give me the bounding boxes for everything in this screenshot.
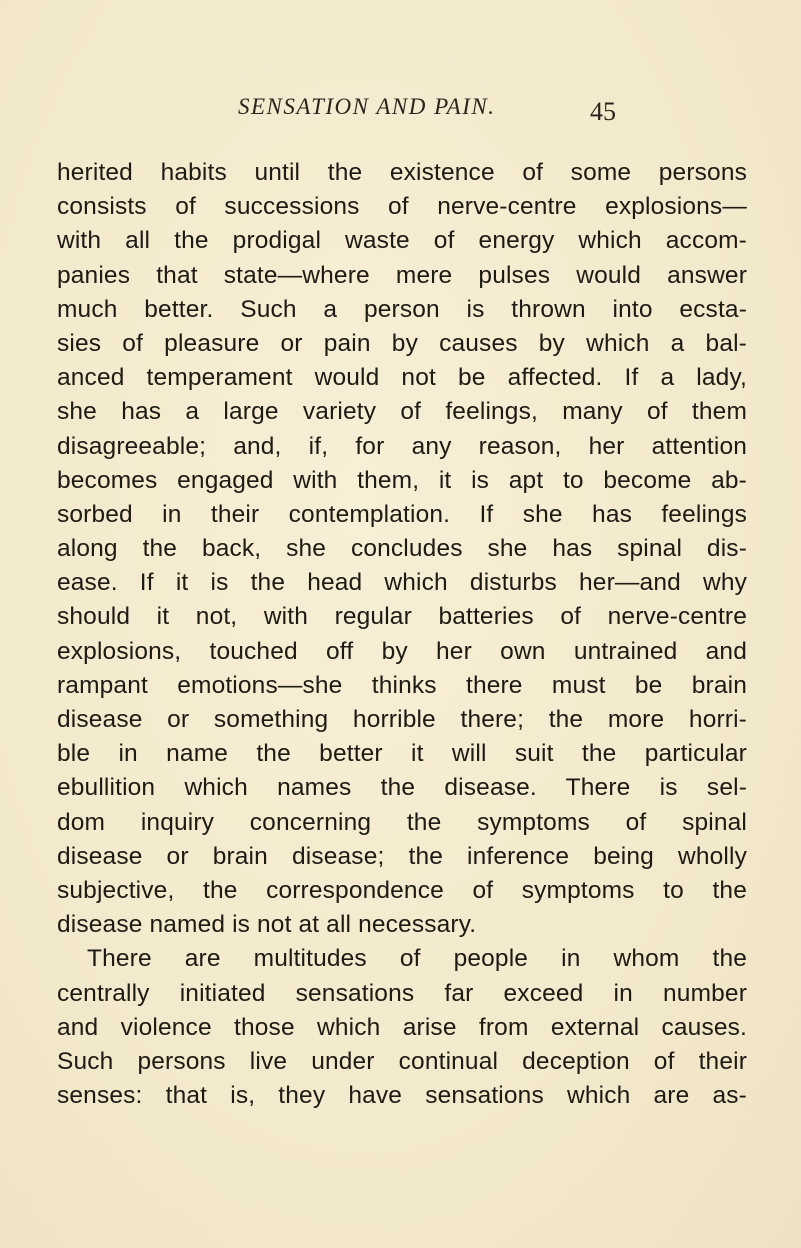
running-head: SENSATION AND PAIN.: [238, 94, 496, 119]
text-line: consists of successions of nerve-centre explosions—: [57, 193, 747, 221]
text-line: sies of pleasure or pain by causes by which a bal-: [57, 329, 747, 357]
page-header: [0, 94, 801, 130]
text-line: panies that state—where mere pulses would answer: [57, 261, 747, 289]
body-text: [57, 156, 747, 1113]
text-line: anced temperament would not be affected. If a lady,: [57, 364, 747, 392]
text-line: disease or brain disease; the inference being wholly: [57, 842, 747, 870]
text-line: sorbed in their contemplation. If she has feelings: [57, 500, 747, 528]
text-line: becomes engaged with them, it is apt to become ab-: [57, 466, 747, 494]
text-line: rampant emotions—she thinks there must be brain: [57, 671, 747, 699]
paragraph-start-line: There are multitudes of people in whom the: [87, 945, 747, 973]
text-line: ble in name the better it will suit the particular: [57, 740, 747, 768]
text-line: dom inquiry concerning the symptoms of spinal: [57, 808, 747, 836]
text-line: explosions, touched off by her own untrained and: [57, 637, 747, 665]
text-line: herited habits until the existence of some persons: [57, 159, 747, 186]
text-line: senses: that is, they have sensations which are as-: [57, 1082, 747, 1110]
text-line: Such persons live under continual deception of their: [57, 1047, 747, 1075]
text-line: ebullition which names the disease. There is sel-: [57, 774, 747, 802]
text-line: along the back, she concludes she has spinal dis-: [57, 535, 747, 563]
text-line: centrally initiated sensations far exceed in number: [57, 979, 747, 1007]
paragraph-end-line: disease named is not at all necessary.: [57, 911, 477, 939]
text-line: she has a large variety of feelings, many of them: [57, 398, 747, 426]
page-number: 45: [590, 97, 616, 126]
text-line: subjective, the correspondence of symptoms to the: [57, 876, 747, 904]
text-line: ease. If it is the head which disturbs her—and why: [57, 569, 747, 597]
text-line: disease or something horrible there; the more horri-: [57, 706, 747, 733]
text-line: and violence those which arise from external causes.: [57, 1013, 747, 1041]
text-line: should it not, with regular batteries of nerve-centre: [57, 603, 747, 631]
text-line: much better. Such a person is thrown into ecsta-: [57, 295, 747, 323]
text-line: disagreeable; and, if, for any reason, her attention: [57, 432, 747, 460]
text-line: with all the prodigal waste of energy which accom-: [57, 227, 747, 255]
